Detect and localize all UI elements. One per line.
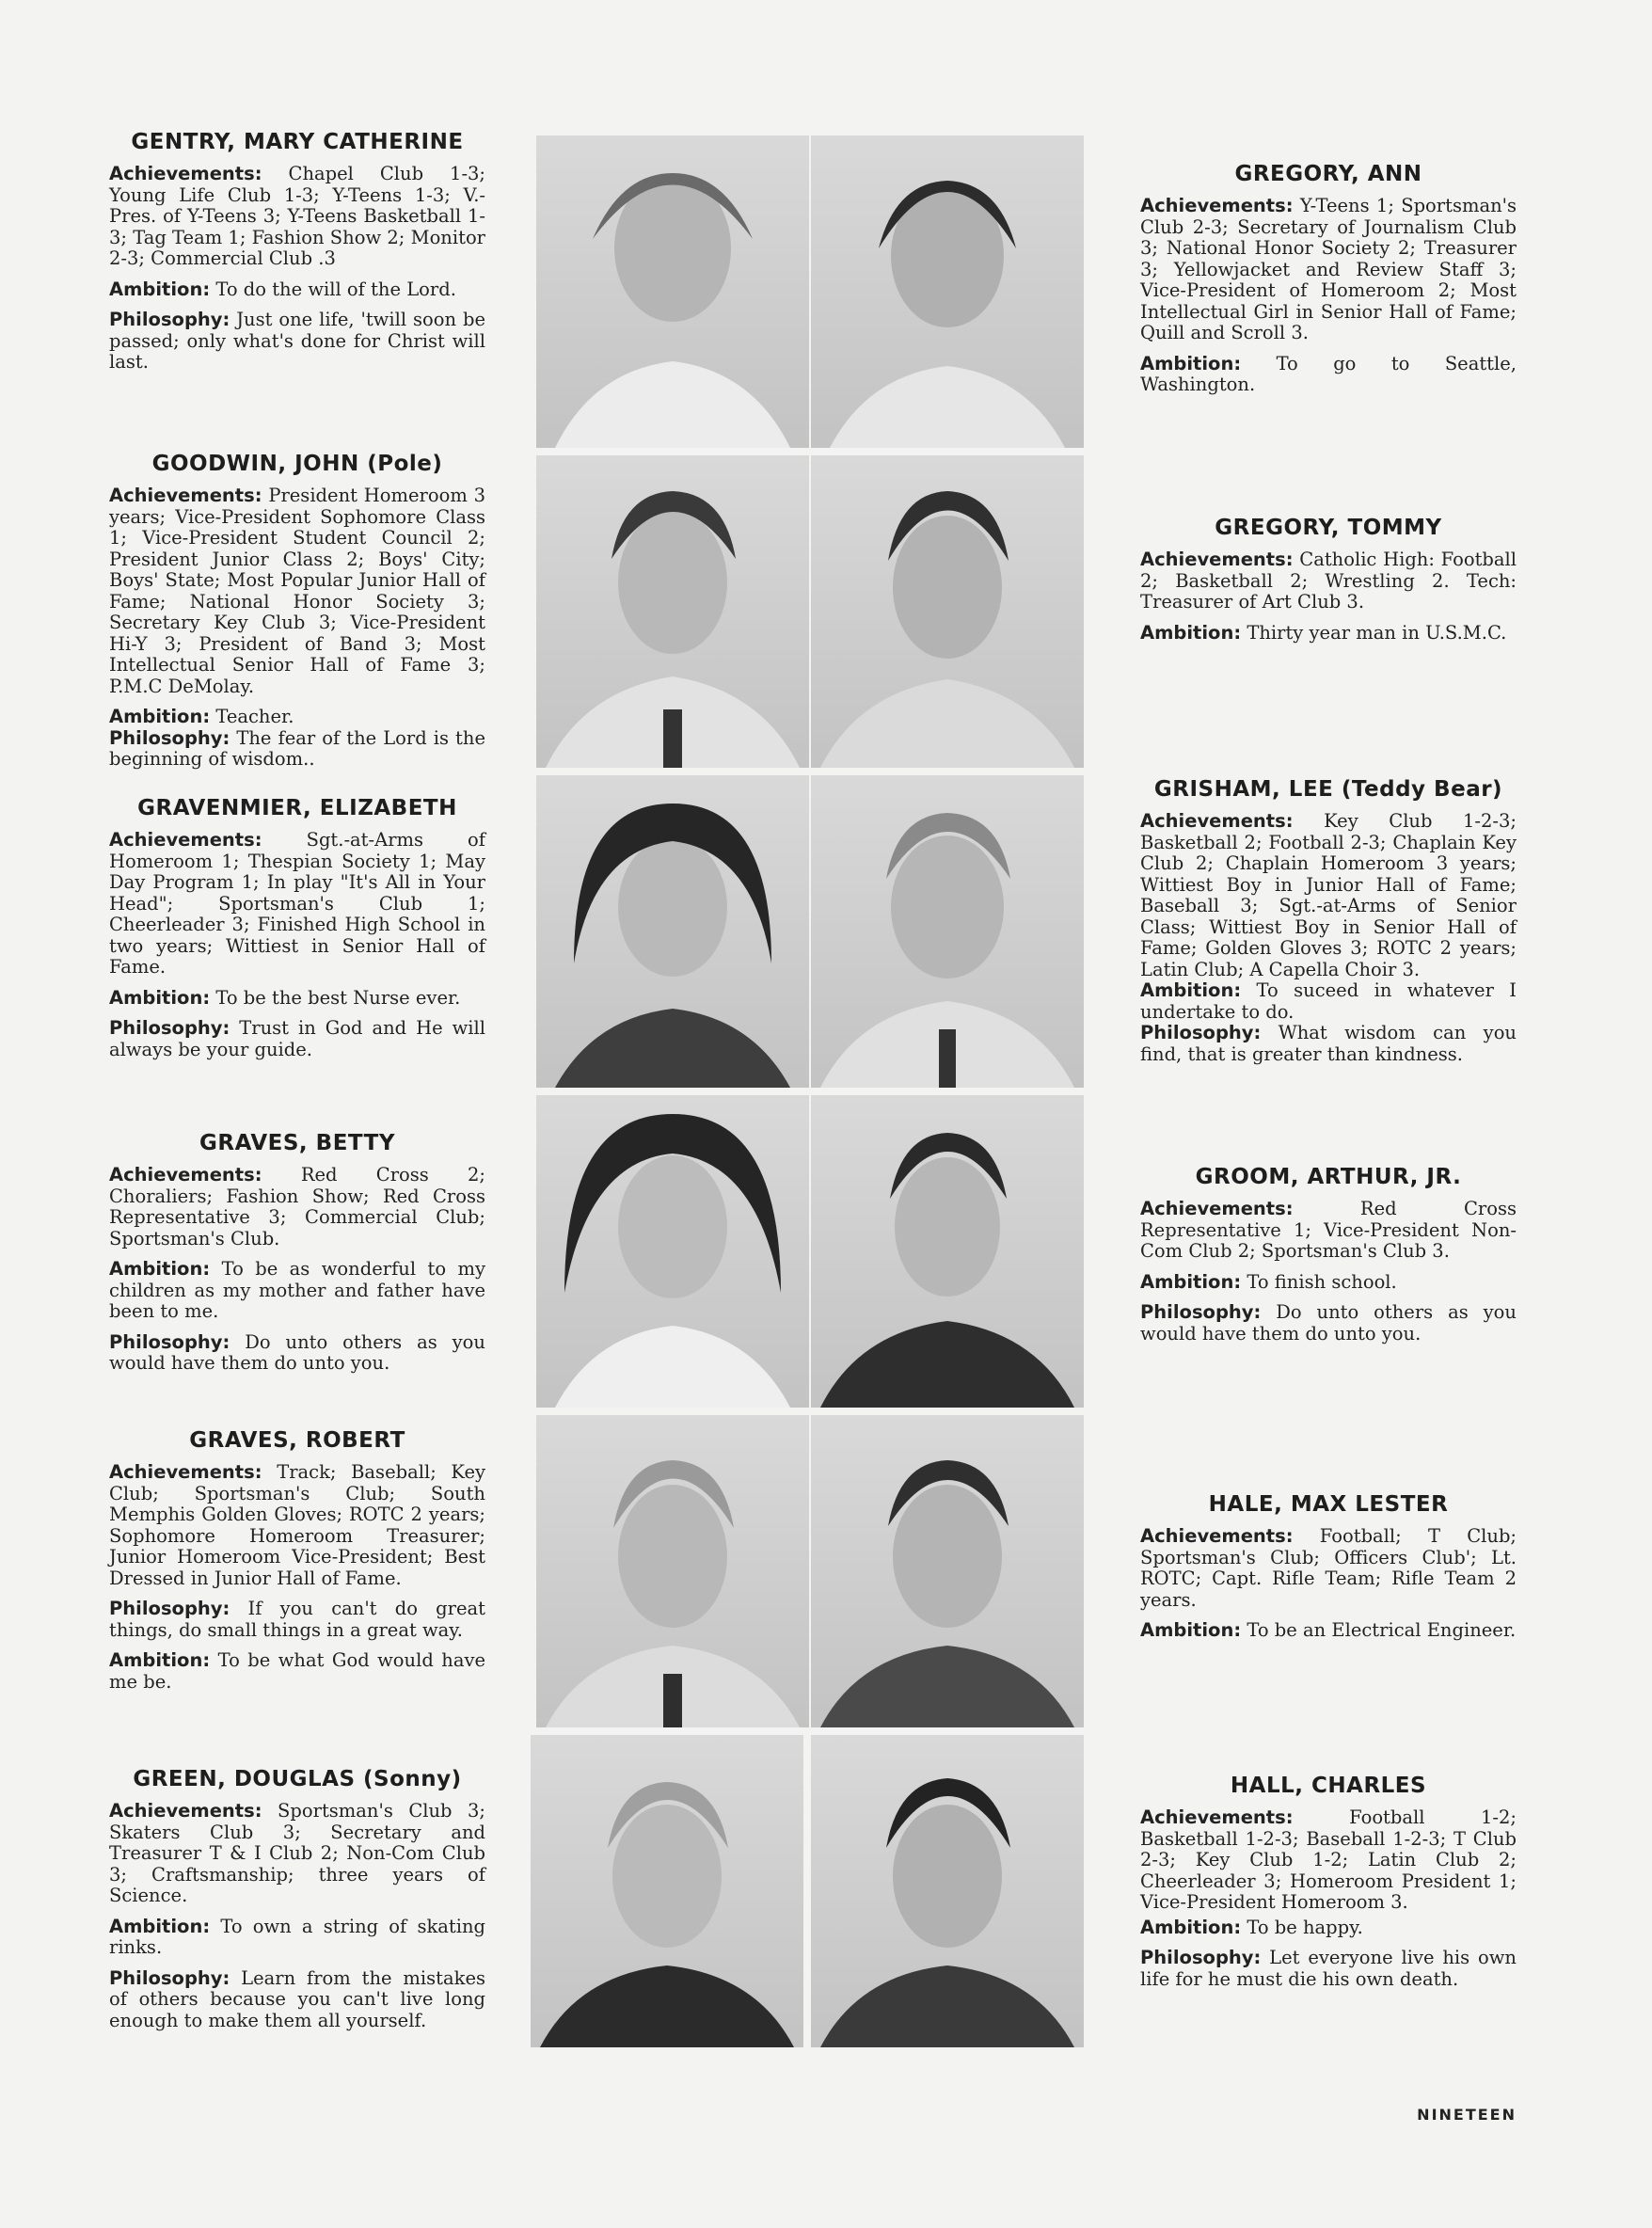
- achievements-text: Chapel Club 1-3; Young Life Club 1-3; Y-Teens 1-3; V.-Pres. of Y-Teens 3; Y-Teens Basketball 1-3; Tag Team 1; Fashion Show 2; Monitor 2-3; Commercial Club .3: [109, 163, 486, 269]
- student-name: GOODWIN, JOHN (Pole): [151, 452, 443, 476]
- ambition-label: Ambition:: [109, 278, 211, 300]
- ambition: [109, 279, 485, 301]
- philosophy-text: Do unto others as you would have them do unto you.: [1140, 1301, 1517, 1345]
- ambition: [109, 707, 485, 728]
- achievements-label: Achievements:: [109, 485, 262, 506]
- ambition: [109, 1917, 485, 1959]
- ambition-label: Ambition:: [109, 1258, 211, 1280]
- philosophy: [109, 310, 485, 374]
- ambition-label: Ambition:: [1140, 352, 1242, 374]
- ambition: [1140, 1272, 1517, 1294]
- student-name: GREEN, DOUGLAS (Sonny): [133, 1767, 462, 1791]
- achievements-text: Sgt.-at-Arms of Homeroom 1; Thespian Society 1; May Day Program 1; In play "It's All in Your Head"; Sportsman's Club 1; Cheerleader 3; Finished High School in two years; Wittiest in Senior Hall of Fame.: [109, 829, 486, 978]
- ambition-label: Ambition:: [109, 1915, 211, 1937]
- ambition-text: To own a string of skating rinks.: [109, 1915, 486, 1958]
- senior-entry-hall-charles: [1140, 1774, 1517, 1999]
- philosophy-text: If you can't do great things, do small things in a great way.: [109, 1598, 485, 1641]
- portrait-grid: [531, 132, 1097, 2074]
- achievements: [109, 164, 485, 270]
- senior-entry-graves-betty: [109, 1131, 485, 1384]
- portrait-photo-gentry: [536, 135, 809, 448]
- ambition-text: Teacher.: [215, 706, 294, 727]
- ambition-text: To be an Electrical Engineer.: [1247, 1619, 1517, 1641]
- achievements-text: Track; Baseball; Key Club; Sportsman's Club; South Memphis Golden Gloves; ROTC 2 years; Sophomore Homeroom Treasurer; Junior Homeroom Vice-President; Best Dressed in Junior Hall of Fame.: [109, 1461, 486, 1589]
- achievements: [1140, 811, 1517, 980]
- achievements-label: Achievements:: [109, 163, 262, 184]
- philosophy-label: Philosophy:: [109, 1966, 230, 1989]
- philosophy: [1140, 1948, 1517, 1990]
- student-name: GREGORY, ANN: [1234, 162, 1422, 186]
- portrait-photo-gravenmier: [536, 775, 809, 1088]
- portrait-photo-graves-robert: [536, 1415, 809, 1727]
- achievements: [1140, 1199, 1517, 1263]
- philosophy-label: Philosophy:: [1140, 1947, 1262, 1968]
- philosophy-label: Philosophy:: [109, 309, 230, 330]
- ambition-text: To be what God would have me be.: [109, 1649, 486, 1693]
- student-name: HALE, MAX LESTER: [1208, 1492, 1449, 1517]
- ambition-text: Thirty year man in U.S.M.C.: [1247, 621, 1507, 644]
- student-name: GRISHAM, LEE (Teddy Bear): [1153, 777, 1503, 802]
- achievements-text: Y-Teens 1; Sportsman's Club 2-3; Secretary of Journalism Club 3; National Honor Society 2; Treasurer 3; Yellowjacket and Review Staff 3; Vice-President of Homeroom 2; Most Intellectual Girl in Senior Hall of Fame; Quill and Scroll 3.: [1140, 195, 1517, 343]
- achievements-label: Achievements:: [1140, 195, 1294, 216]
- ambition-label: Ambition:: [1140, 621, 1242, 644]
- ambition-label: Ambition:: [1140, 1916, 1242, 1938]
- ambition-text: To suceed in whatever I undertake to do.: [1140, 979, 1517, 1023]
- student-name: GENTRY, MARY CATHERINE: [131, 130, 464, 154]
- senior-entry-hale-max: [1140, 1492, 1517, 1651]
- student-name: GRAVES, BETTY: [199, 1131, 395, 1155]
- achievements: [109, 830, 485, 979]
- portrait-photo-hale: [811, 1415, 1084, 1727]
- philosophy-label: Philosophy:: [1140, 1022, 1262, 1043]
- student-name: GRAVENMIER, ELIZABETH: [137, 796, 457, 820]
- ambition: [1140, 623, 1517, 645]
- philosophy-text: Trust in God and He will always be your guide.: [109, 1017, 485, 1060]
- philosophy-text: Learn from the mistakes of others because you can't live long enough to make them all yourself.: [109, 1966, 485, 2031]
- achievements-label: Achievements:: [1140, 810, 1294, 832]
- achievements-text: Key Club 1-2-3; Basketball 2; Football 2-3; Chaplain Key Club 2; Chaplain Homeroom 3 years; Wittiest Boy in Junior Hall of Fame; Baseball 3; Sgt.-at-Arms of Senior Class; Wittiest Boy in Senior Hall of Fame; Golden Gloves 3; ROTC 2 years; Latin Club; A Capella Choir 3.: [1140, 810, 1517, 980]
- achievements-label: Achievements:: [1140, 1806, 1294, 1828]
- achievements: [1140, 196, 1517, 344]
- ambition-label: Ambition:: [1140, 979, 1242, 1001]
- achievements-text: Red Cross 2; Choraliers; Fashion Show; Red Cross Representative 3; Commercial Club; Sportsman's Club.: [109, 1164, 486, 1249]
- ambition: [109, 1259, 485, 1323]
- philosophy: [109, 1968, 485, 2032]
- achievements-label: Achievements:: [1140, 549, 1294, 570]
- senior-entry-gentry-mary: [109, 130, 485, 383]
- senior-entry-grisham-lee: [1140, 777, 1517, 1074]
- philosophy-text: Do unto others as you would have them do unto you.: [109, 1330, 485, 1374]
- achievements-label: Achievements:: [109, 829, 262, 851]
- senior-entry-gravenmier-elizabeth: [109, 796, 485, 1070]
- student-name: GREGORY, TOMMY: [1215, 516, 1442, 540]
- ambition: [1140, 1620, 1517, 1642]
- achievements-label: Achievements:: [109, 1164, 262, 1186]
- ambition: [109, 1650, 485, 1693]
- ambition-label: Ambition:: [109, 986, 211, 1009]
- achievements-label: Achievements:: [109, 1461, 262, 1483]
- senior-entry-gregory-ann: [1140, 162, 1517, 406]
- philosophy-label: Philosophy:: [109, 1017, 230, 1039]
- achievements-label: Achievements:: [109, 1800, 262, 1822]
- philosophy-label: Philosophy:: [109, 1598, 230, 1619]
- achievements-label: Achievements:: [1140, 1525, 1294, 1547]
- portrait-photo-goodwin: [536, 455, 809, 768]
- achievements-text: Red Cross Representative 1; Vice-President Non-Com Club 2; Sportsman's Club 3.: [1140, 1198, 1517, 1262]
- achievements-text: Football 1-2; Basketball 1-2-3; Baseball 1-2-3; T Club 2-3; Key Club 1-2; Latin Club 2; Cheerleader 3; Homeroom President 1; Vice-President Homeroom 3.: [1140, 1806, 1517, 1913]
- ambition-text: To be happy.: [1247, 1916, 1363, 1938]
- ambition-text: To go to Seattle, Washington.: [1140, 352, 1517, 395]
- philosophy: [109, 1332, 485, 1375]
- portrait-photo-gregory-ann: [811, 135, 1084, 448]
- achievements: [1140, 1807, 1517, 1914]
- philosophy-text: Just one life, 'twill soon be passed; only what's done for Christ will last.: [109, 309, 485, 373]
- philosophy-label: Philosophy:: [1140, 1301, 1262, 1323]
- portrait-photo-grisham: [811, 775, 1084, 1088]
- senior-entry-green-douglas: [109, 1767, 485, 2041]
- ambition: [1140, 980, 1517, 1023]
- senior-entry-groom-arthur: [1140, 1165, 1517, 1354]
- philosophy: [109, 1018, 485, 1060]
- page-number: NINETEEN: [1417, 2106, 1517, 2124]
- achievements: [1140, 549, 1517, 613]
- philosophy: [109, 728, 485, 771]
- ambition-label: Ambition:: [1140, 1619, 1242, 1641]
- achievements-text: Catholic High: Football 2; Basketball 2; Wrestling 2. Tech: Treasurer of Art Club 3.: [1140, 549, 1517, 613]
- achievements: [109, 1801, 485, 1907]
- student-name: GROOM, ARTHUR, JR.: [1195, 1165, 1462, 1189]
- portrait-photo-hall: [811, 1735, 1084, 2047]
- ambition-text: To be as wonderful to my children as my mother and father have been to me.: [109, 1258, 486, 1322]
- portrait-photo-groom: [811, 1095, 1084, 1408]
- ambition-text: To be the best Nurse ever.: [215, 986, 461, 1009]
- achievements-text: Sportsman's Club 3; Skaters Club 3; Secretary and Treasurer T & I Club 2; Non-Com Club 3; Craftsmanship; three years of Science.: [109, 1800, 485, 1906]
- portrait-photo-graves-betty: [536, 1095, 809, 1408]
- ambition-label: Ambition:: [1140, 1270, 1242, 1293]
- philosophy-text: Let everyone live his own life for he must die his own death.: [1140, 1947, 1517, 1990]
- senior-entry-graves-robert: [109, 1428, 485, 1702]
- philosophy-text: The fear of the Lord is the beginning of wisdom..: [109, 726, 485, 770]
- achievements: [109, 1462, 485, 1589]
- senior-entry-goodwin-john: [109, 452, 485, 780]
- achievements-label: Achievements:: [1140, 1198, 1294, 1219]
- ambition-label: Ambition:: [109, 706, 211, 727]
- achievements: [109, 1165, 485, 1249]
- achievements-text: President Homeroom 3 years; Vice-President Sophomore Class 1; Vice-President Student Council 2; President Junior Class 2; Boys' City; Boys' State; Most Popular Junior Hall of Fame; National Honor Society 3; Secretary Key Club 3; Vice-President Hi-Y 3; President of Band 3; Most Intellectual Senior Hall of Fame 3; P.M.C DeMolay.: [109, 485, 485, 697]
- philosophy: [1140, 1302, 1517, 1345]
- philosophy: [1140, 1023, 1517, 1065]
- portrait-photo-gregory-tommy: [811, 455, 1084, 768]
- senior-entry-gregory-tommy: [1140, 516, 1517, 653]
- philosophy-text: What wisdom can you find, that is greater than kindness.: [1140, 1022, 1517, 1065]
- achievements: [109, 485, 485, 697]
- achievements-text: Football; T Club; Sportsman's Club; Officers Club'; Lt. ROTC; Capt. Rifle Team; Rifle Team 2 years.: [1140, 1525, 1517, 1611]
- ambition-label: Ambition:: [109, 1649, 211, 1671]
- ambition-text: To do the will of the Lord.: [215, 278, 456, 300]
- philosophy-label: Philosophy:: [109, 726, 230, 749]
- ambition-text: To finish school.: [1247, 1270, 1397, 1293]
- student-name: GRAVES, ROBERT: [189, 1428, 405, 1453]
- achievements: [1140, 1526, 1517, 1611]
- portrait-photo-green: [531, 1735, 803, 2047]
- philosophy: [109, 1599, 485, 1641]
- philosophy-label: Philosophy:: [109, 1330, 230, 1353]
- ambition: [1140, 354, 1517, 396]
- ambition: [1140, 1918, 1517, 1939]
- student-name: HALL, CHARLES: [1230, 1774, 1427, 1798]
- ambition: [109, 988, 485, 1010]
